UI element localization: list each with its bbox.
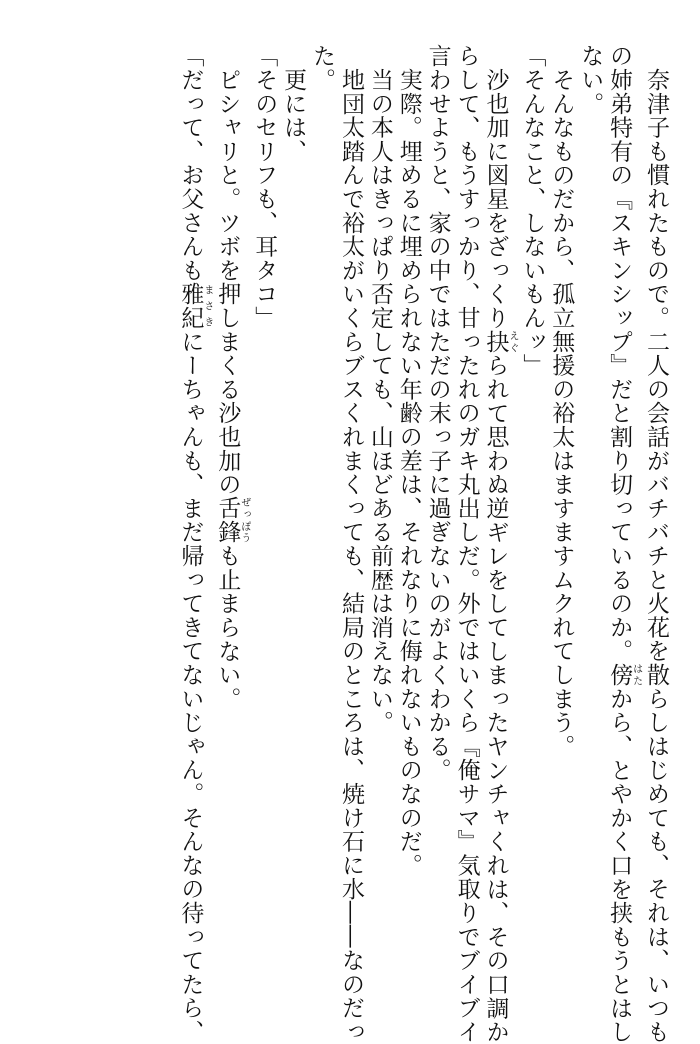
text-line [481,44,518,1044]
text-line [575,44,604,974]
text-segment: から、とやかく口を挟もうとはし [606,686,633,1044]
text-segment: 当の本人はきっぱり否定しても、山ほどある前歴は消えない。 [366,44,393,735]
text-segment: 「そのセリフも、耳タコ」 [251,44,278,330]
ruby-annotation [177,282,213,330]
text-line [604,44,642,1044]
text-segment: 「だって、お父さんも [177,44,204,282]
text-segment: も止まらない。 [214,543,241,711]
ruby-reading: まさき [201,282,213,330]
text-segment: ピシャリと。ツボを押しまくる沙也加の [214,44,241,497]
text-line [546,44,575,974]
text-segment: 「そんなこと、しないもんッ」 [519,44,546,378]
text-line [641,44,670,1044]
text-line [336,44,365,1044]
text-segment: ない。 [577,44,604,116]
ruby-reading: えぐ [506,329,518,354]
text-segment: られて思わぬ逆ギレをしてしまったヤンチャくれは、その口調か [482,353,509,1044]
ruby-annotation [482,329,518,354]
text-line [423,44,452,974]
text-segment: の姉弟特有の『スキンシップ』だと割り切っているのか。 [606,44,633,663]
text-line [394,44,423,974]
ruby-base: 舌鋒 [214,496,241,544]
ruby-base: 傍 [606,662,633,687]
text-line [176,44,213,1044]
ruby-base: 雅紀 [177,282,204,330]
vertical-text-body [176,44,671,1044]
text-line [307,44,336,974]
ruby-reading: はた [630,662,642,687]
ruby-reading: ぜっぽう [238,496,250,544]
ruby-base: 抉 [482,329,509,354]
text-segment: 更には、 [280,44,307,163]
text-segment: 実際。埋めるに埋められない年齢の差は、それなりに侮れないものなのだ。 [395,44,422,877]
text-segment: 奈津子も慣れたもので。二人の会話がバチバチと火花を散らしはじめても、それは、いつも [643,44,669,1044]
ruby-annotation [606,662,642,687]
text-line [517,44,546,974]
ruby-annotation [214,496,250,544]
text-segment: 言わせようと、家の中ではただの末っ子に過ぎないのがよくわかる。 [424,44,451,782]
text-segment: そんなものだから、孤立無援の裕太はますますムクれてしまう。 [548,44,575,758]
text-line [212,44,249,974]
text-segment: 沙也加に図星をざっくり [482,44,509,330]
text-line [452,44,481,1044]
text-segment: にーちゃんも、まだ帰ってきてないじゃん。そんなの待ってたら、 [177,329,204,1044]
text-segment: 地団太踏んで裕太がいくらブスくれまくっても、結局のところは、焼け石に水――なのだっ [337,44,364,1044]
text-line [278,44,307,974]
text-line [249,44,278,974]
text-segment: らして、もうすっかり、甘ったれのガキ丸出しだ。外ではいくら『俺サマ』気取りでブイブイ [453,44,480,1044]
text-segment: た。 [309,44,336,92]
text-line [365,44,394,974]
